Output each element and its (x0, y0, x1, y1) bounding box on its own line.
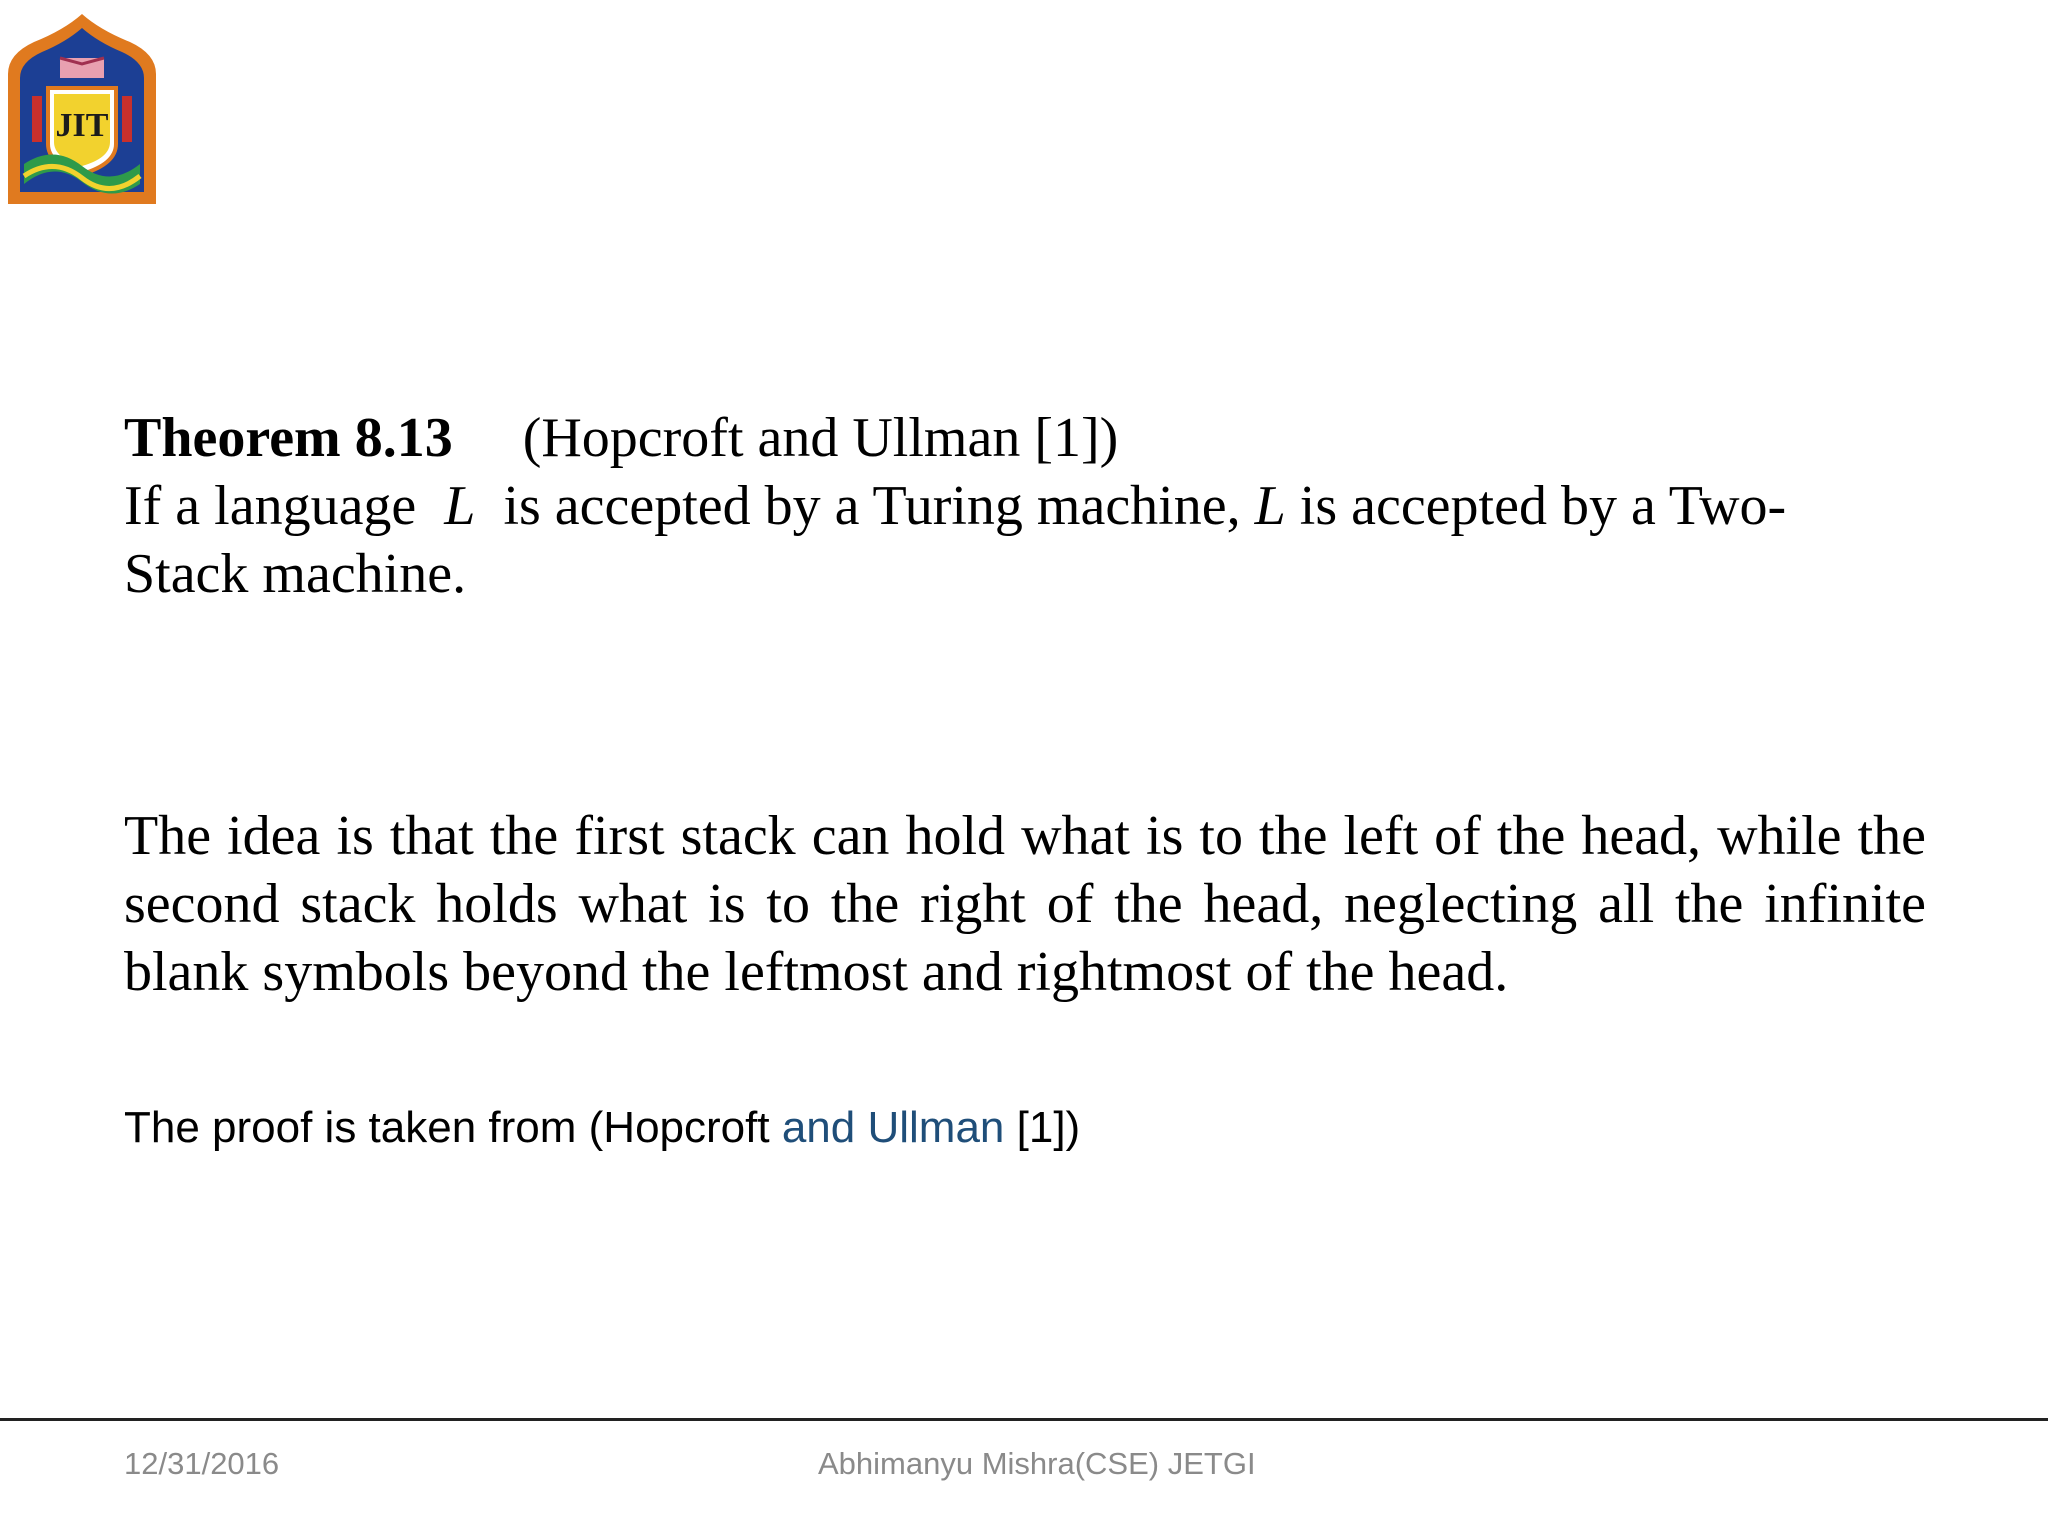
proof-prefix: The proof is taken from (Hopcroft (124, 1103, 770, 1152)
theorem-statement-part1: If a language (124, 475, 417, 537)
theorem-block (124, 404, 1924, 608)
proof-suffix: [1]) (1016, 1103, 1081, 1152)
theorem-citation: (Hopcroft and Ullman [1]) (522, 407, 1119, 469)
footer-date: 12/31/2016 (124, 1446, 280, 1481)
institute-logo (4, 14, 160, 208)
theorem-heading (124, 404, 1924, 472)
footer-divider (0, 1418, 2048, 1421)
theorem-statement-line2: Stack machine. (124, 543, 467, 605)
idea-paragraph: The idea is that the first stack can hold what is to the left of the head, while the second stack holds what is to the right of the head, neglecting all the infinite blank symbols beyond the leftmost and rightmost of the head. (124, 805, 1926, 1003)
proof-highlight: and Ullman (781, 1103, 1005, 1152)
logo-lettering: JIT (55, 107, 109, 144)
theorem-variable-2: L (1254, 475, 1286, 537)
crest-icon (4, 14, 160, 208)
proof-note (124, 1098, 1080, 1158)
theorem-statement-part2: is accepted by a Turing machine, (503, 475, 1241, 537)
theorem-statement-line1 (124, 472, 1924, 540)
theorem-statement-part3: is accepted by a Two- (1299, 475, 1787, 537)
theorem-variable-1: L (444, 475, 476, 537)
footer-author: Abhimanyu Mishra(CSE) JETGI (818, 1446, 1256, 1481)
theorem-label: Theorem 8.13 (124, 407, 453, 469)
